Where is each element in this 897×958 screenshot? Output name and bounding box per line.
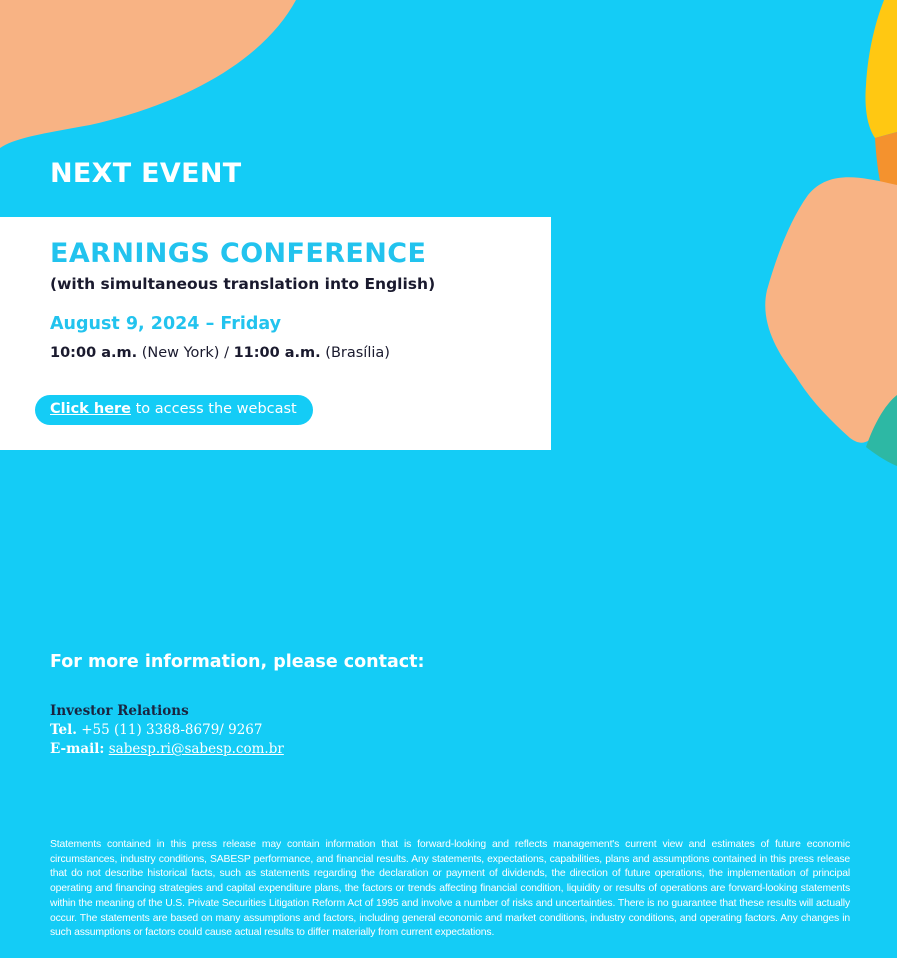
tel-label: Tel. [50, 722, 77, 738]
time-brasilia-label: (Brasília) [325, 345, 390, 361]
peach-blob-top-left [0, 0, 296, 148]
time-new-york-label: (New York) [141, 345, 220, 361]
time-new-york: 10:00 a.m. [50, 345, 138, 361]
ir-email-line [50, 740, 284, 759]
investor-relations-block [50, 702, 284, 759]
tel-number: +55 (11) 3388-8679/ 9267 [81, 722, 263, 738]
legal-disclaimer: Statements contained in this press release may contain information that is forward-looking and reflects management's current view and estimates of future economic circumstances, industry conditions, SABESP performance, and financial results. Any statements, expectations, capabilities, plans and assumptions contained in this press release that do not describe historical facts, such as statements regarding the declaration or payment of dividends, the direction of future operations, the implementation of principal operating and financing strategies and capital expenditure plans, the factors or trends affecting financial condition, liquidity or results of operations are forward-looking statements within the meaning of the U.S. Private Securities Litigation Reform Act of 1995 and involve a number of risks and uncertainties. There is no guarantee that these results will actually occur. The statements are based on many assumptions and factors, including general economic and market conditions, industry conditions, and operating factors. Any changes in such assumptions or factors could cause actual results to differ materially from current expectations. [50, 839, 850, 939]
time-brasilia: 11:00 a.m. [233, 345, 321, 361]
webcast-link[interactable]: Click here [50, 401, 132, 417]
event-time [50, 345, 390, 361]
email-label: E-mail: [50, 741, 105, 757]
next-event-heading: NEXT EVENT [50, 158, 242, 189]
event-subtitle: (with simultaneous translation into English) [50, 275, 436, 293]
peach-blob-right [765, 177, 897, 442]
contact-heading: For more information, please contact: [50, 652, 425, 672]
event-date: August 9, 2024 – Friday [50, 314, 282, 334]
webcast-button[interactable] [35, 395, 313, 425]
ir-phone-line [50, 721, 284, 740]
ir-team-name: Investor Relations [50, 703, 189, 719]
yellow-blob-right [865, 0, 897, 138]
webcast-text: to access the webcast [135, 401, 297, 417]
email-link[interactable]: sabesp.ri@sabesp.com.br [108, 741, 284, 757]
time-separator: / [224, 345, 229, 361]
event-title: EARNINGS CONFERENCE [50, 238, 427, 269]
